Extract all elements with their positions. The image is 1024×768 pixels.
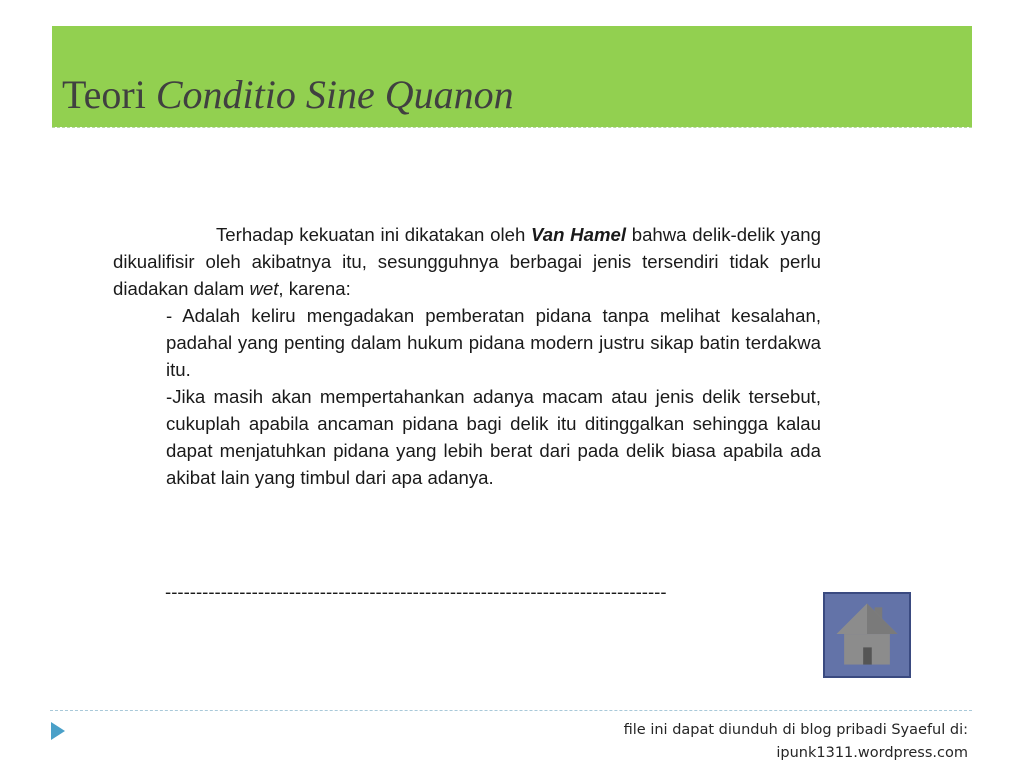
intro-part-2: bahwa delik-delik yang dikualifisir oleh akibatnya itu, sesungguhnya berbagai jenis tersendiri tidak perlu diadakan dalam (113, 224, 821, 299)
slide-title (62, 68, 514, 122)
body-text (113, 221, 821, 491)
author-name: Van Hamel (531, 224, 626, 245)
footer-note (548, 719, 968, 765)
intro-paragraph (113, 221, 821, 302)
point-item: -Jika masih akan mempertahankan adanya macam atau jenis delik tersebut, cukuplah apabila ancaman pidana bagi delik itu ditinggalkan sehingga kalau dapat menjatuhkan pidana yang lebih berat dari pada delik biasa apabila ada akibat lain yang timbul dari apa adanya. (166, 386, 821, 488)
dashed-separator: --------------------------------------------------------------------------------- (165, 581, 667, 602)
triangle-right-icon (51, 722, 65, 740)
home-icon (825, 594, 909, 676)
footer-line-2: ipunk1311.wordpress.com (776, 745, 968, 761)
title-divider (52, 127, 972, 128)
footer-line-1: file ini dapat diunduh di blog pribadi Syaeful di: (623, 722, 968, 738)
point-item: - Adalah keliru mengadakan pemberatan pidana tanpa melihat kesalahan, padahal yang penting dalam hukum pidana modern justru sikap batin terdakwa itu. (166, 305, 821, 380)
wet-term: wet (249, 278, 279, 299)
slide-title-italic: Conditio Sine Quanon (155, 72, 514, 117)
slide-title-plain: Teori (62, 72, 146, 117)
intro-part-1: Terhadap kekuatan ini dikatakan oleh (216, 224, 532, 245)
home-button[interactable] (823, 592, 911, 678)
intro-part-3: , karena: (278, 278, 351, 299)
footer-divider (50, 710, 972, 711)
